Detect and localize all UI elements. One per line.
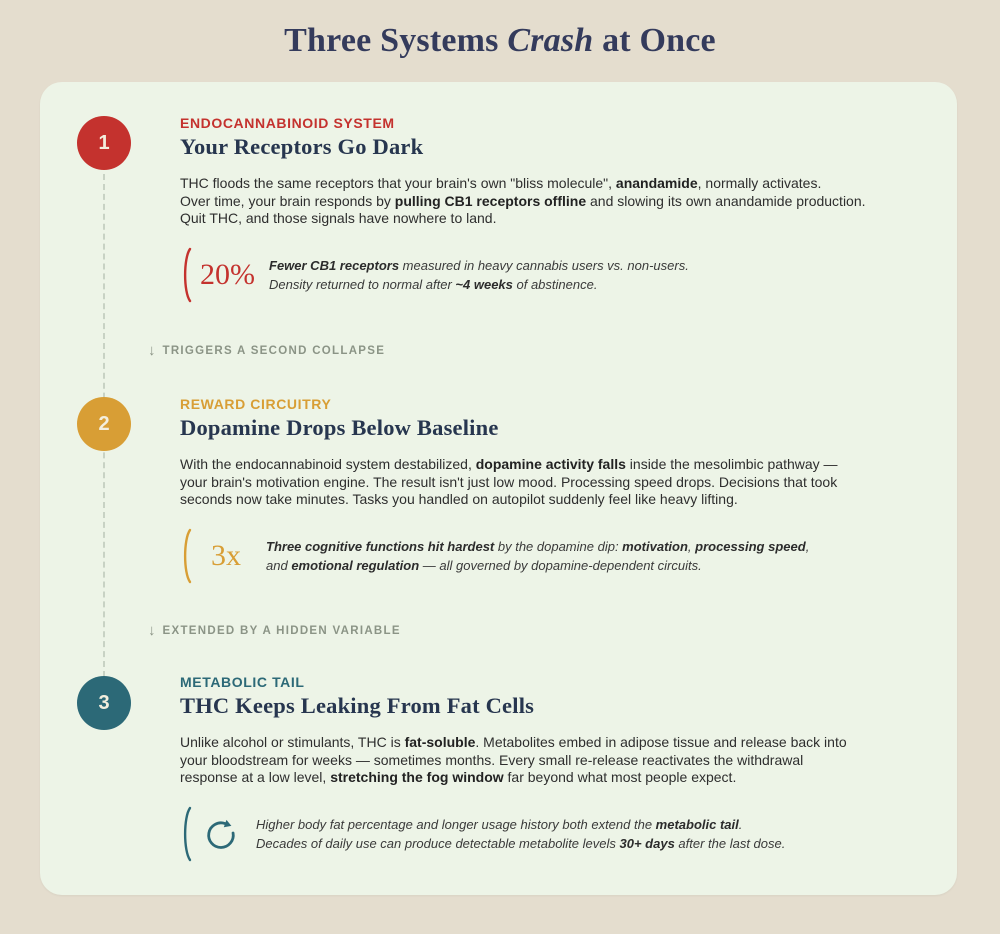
connector-text: EXTENDED BY A HIDDEN VARIABLE: [162, 624, 401, 637]
stat-callout: [180, 805, 913, 863]
bracket-icon: [180, 805, 192, 863]
bracket-icon: [180, 527, 192, 585]
section-endocannabinoid-system: [180, 115, 913, 304]
section-heading: Dopamine Drops Below Baseline: [180, 415, 499, 440]
connector-label: [148, 342, 385, 359]
stat-text: Three cognitive functions hit hardest by the dopamine dip: motivation, processing speed, and emotional regulation — all governed by dopamine-dependent circuits.: [266, 538, 810, 573]
down-arrow-icon: ↓: [148, 622, 156, 639]
section-kicker: METABOLIC TAIL: [180, 674, 305, 690]
stat-value: 3x: [211, 538, 241, 572]
section-kicker: REWARD CIRCUITRY: [180, 396, 332, 412]
stat-callout: [180, 246, 913, 304]
section-kicker: ENDOCANNABINOID SYSTEM: [180, 115, 395, 131]
stat-callout: [180, 527, 913, 585]
section-metabolic-tail: [180, 674, 913, 863]
bracket-icon: [180, 246, 192, 304]
down-arrow-icon: ↓: [148, 342, 156, 359]
step-3-badge: 3: [77, 676, 131, 730]
step-2-badge: 2: [77, 397, 131, 451]
section-reward-circuitry: [180, 396, 913, 585]
content-card: [40, 82, 957, 895]
connector-text: TRIGGERS A SECOND COLLAPSE: [162, 344, 386, 357]
cycle-arrow-icon: [202, 815, 240, 853]
step-1-badge: 1: [77, 116, 131, 170]
section-body: With the endocannabinoid system destabilized, dopamine activity falls inside the mesolimbic pathway — your brain's motivation engine. The result isn't just low mood. Processing speed drops. Decisions that took seconds now take minutes. Tasks you handled on autopilot suddenly feel like heavy lifting.: [180, 456, 838, 508]
stat-text: Higher body fat percentage and longer usage history both extend the metabolic tail. Decades of daily use can produce detectable metabolite levels 30+ days after the last dose.: [256, 816, 786, 851]
page-title: Three Systems Crash at Once: [284, 22, 716, 59]
stat-text: Fewer CB1 receptors measured in heavy cannabis users vs. non-users. Density returned to normal after ~4 weeks of abstinence.: [269, 257, 689, 292]
section-body: Unlike alcohol or stimulants, THC is fat-soluble. Metabolites embed in adipose tissue and release back into your bloodstream for weeks — sometimes months. Every small re-release reactivates the withdrawal response at a low level, stretching the fog window far beyond what most people expect.: [180, 734, 847, 786]
section-heading: Your Receptors Go Dark: [180, 134, 424, 159]
connector-label: [148, 622, 401, 639]
section-heading: THC Keeps Leaking From Fat Cells: [180, 693, 535, 718]
section-body: THC floods the same receptors that your brain's own "bliss molecule", anandamide, normally activates. Over time, your brain responds by pulling CB1 receptors offline and slowing its own anandamide production. Quit THC, and those signals have nowhere to land.: [180, 175, 866, 227]
stat-value: 20%: [200, 257, 255, 291]
